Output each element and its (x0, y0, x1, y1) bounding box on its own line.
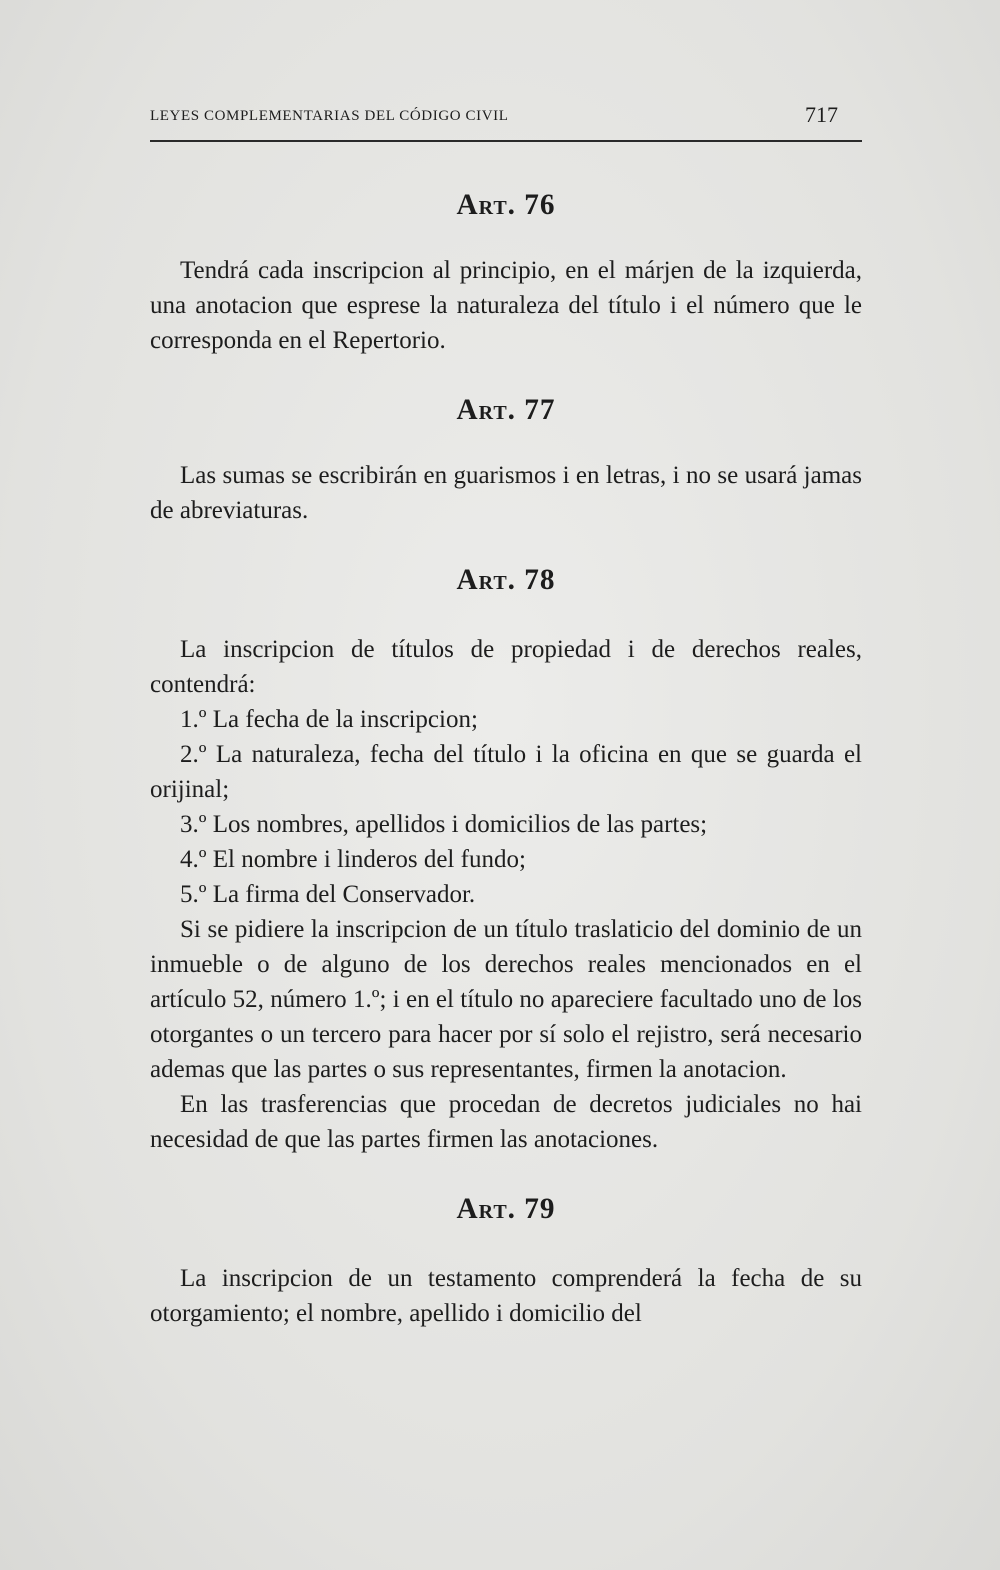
running-title: LEYES COMPLEMENTARIAS DEL CÓDIGO CIVIL (150, 108, 509, 124)
header-rule (150, 140, 862, 142)
list-item: 5.º La firma del Conservador. (180, 881, 476, 908)
list-item: 3.º Los nombres, apellidos i domicilios de las partes; (180, 811, 708, 838)
article-paragraph: En las trasferencias que procedan de decretos judiciales no hai necesidad de que las partes firmen las anotaciones. (150, 1091, 862, 1153)
page-number: 717 (805, 102, 838, 127)
article-heading: Art. 77 (456, 394, 556, 426)
article-heading: Art. 78 (456, 564, 556, 596)
page-body (150, 185, 862, 1331)
article-paragraph: Tendrá cada inscripcion al principio, en el márjen de la izquierda, una anotacion que esprese la naturaleza del título i el número que le corresponda en el Repertorio. (150, 257, 862, 354)
article-paragraph: La inscripcion de un testamento comprenderá la fecha de su otorgamiento; el nombre, apellido i domicilio del (150, 1265, 862, 1327)
article-heading: Art. 79 (456, 1193, 556, 1225)
list-item: 2.º La naturaleza, fecha del título i la oficina en que se guarda el orijinal; (150, 741, 862, 803)
list-item: 4.º El nombre i linderos del fundo; (180, 846, 526, 873)
article-paragraph: Las sumas se escribirán en guarismos i en letras, i no se usará jamas de abreviaturas. (150, 462, 862, 524)
article-heading: Art. 76 (456, 189, 556, 221)
article-paragraph: Si se pidiere la inscripcion de un título traslaticio del dominio de un inmueble o de alguno de los derechos reales mencionados en el artículo 52, número 1.º; i en el título no apareciere facultado uno de los otorgantes o un tercero para hacer por sí solo el rejistro, será necesario ademas que las partes o sus representantes, firmen la anotacion. (150, 916, 862, 1083)
page-header (0, 100, 1000, 142)
article-intro: La inscripcion de títulos de propiedad i de derechos reales, contendrá: (150, 636, 862, 698)
list-item: 1.º La fecha de la inscripcion; (180, 706, 478, 733)
